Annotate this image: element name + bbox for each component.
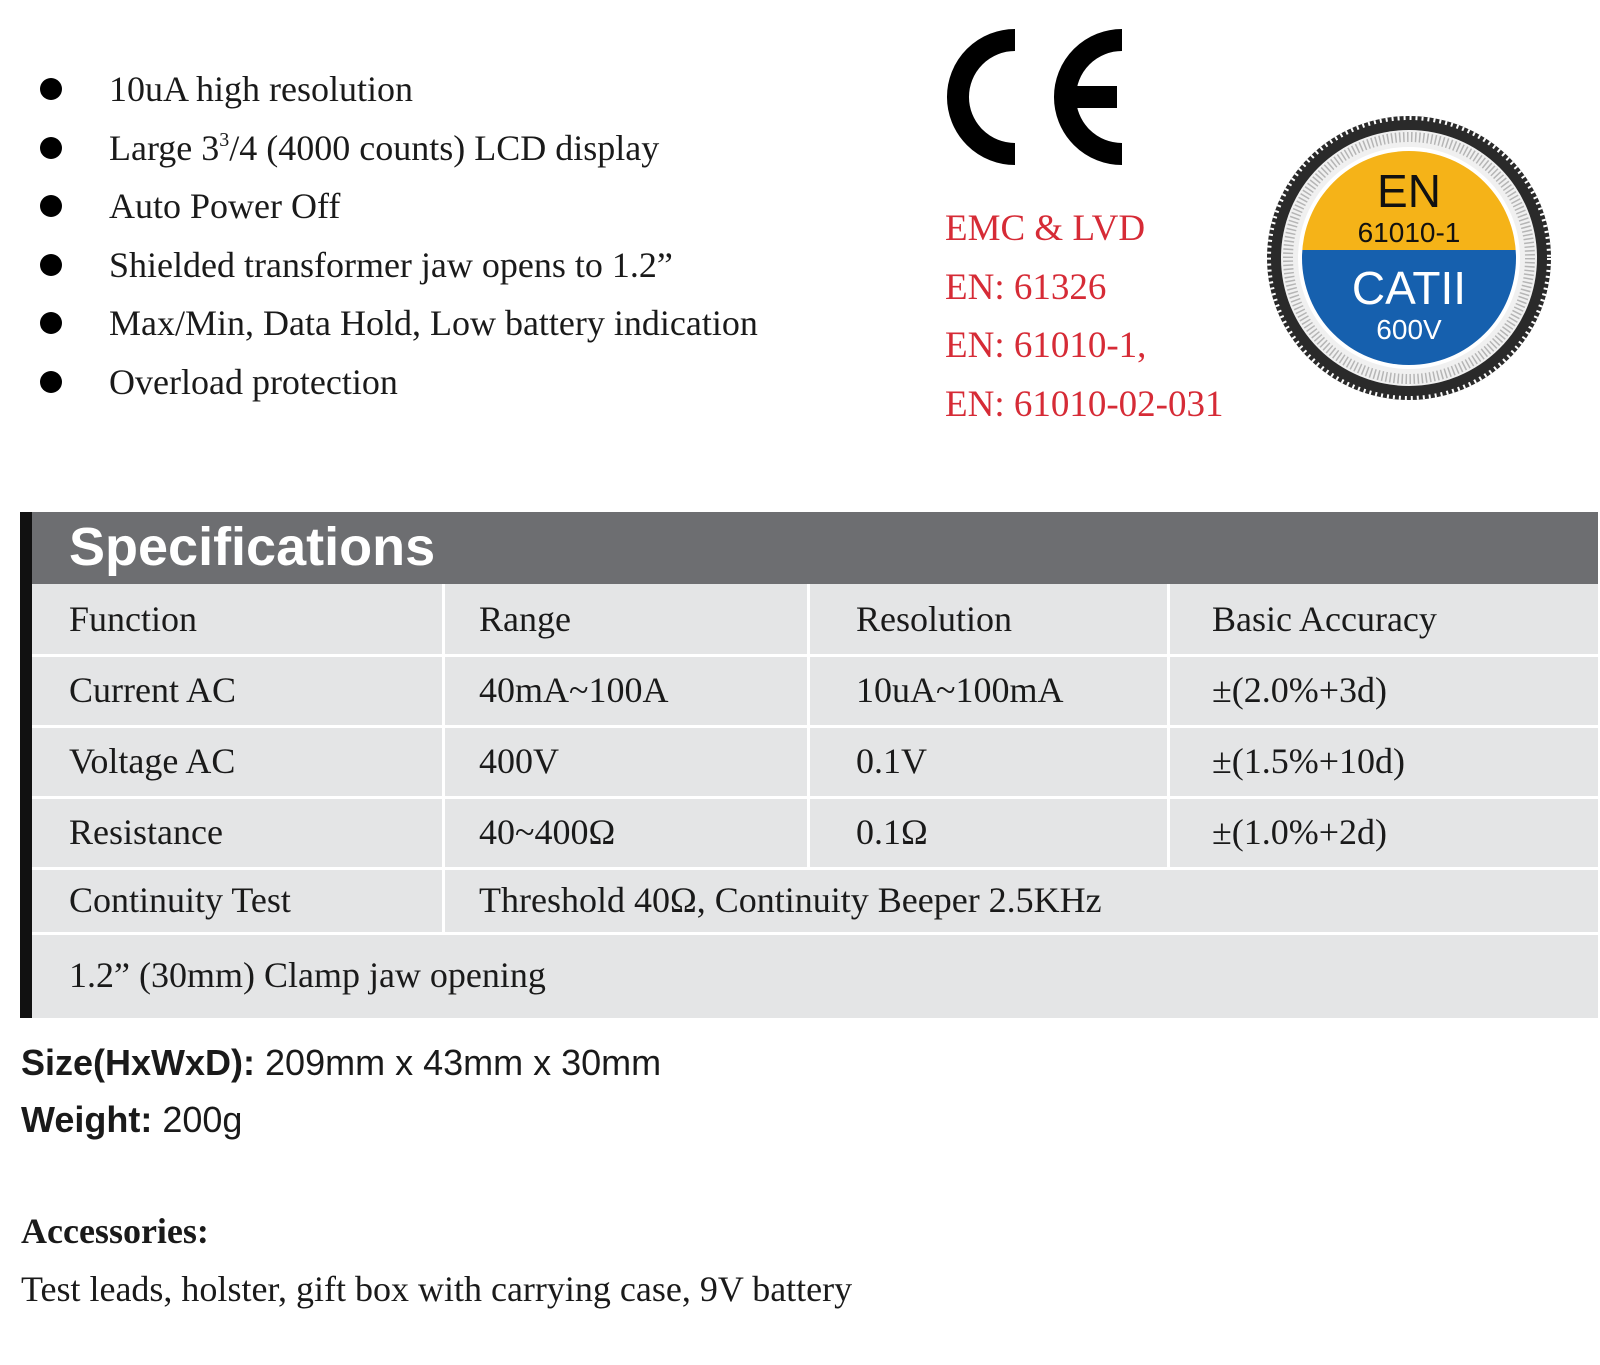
- table-row: [32, 655, 1598, 728]
- table-footnote-row: [32, 935, 1598, 1018]
- standard-item: EN: 61326: [945, 266, 1107, 308]
- table-row: [32, 726, 1598, 799]
- table-row: [32, 868, 1598, 935]
- table-cell: 40~400Ω: [442, 797, 807, 867]
- table-cell: 40mA~100A: [442, 655, 807, 725]
- column-header: Range: [442, 584, 807, 654]
- feature-text-pre: Large 3: [109, 127, 220, 168]
- size-label: Size(HxWxD):: [21, 1042, 256, 1083]
- table-row: [32, 797, 1598, 870]
- table-cell: 0.1Ω: [807, 797, 1167, 867]
- table-cell: Voltage AC: [69, 741, 236, 781]
- bullet-icon: [40, 195, 62, 217]
- bullet-icon: [40, 137, 62, 159]
- standard-item: EN: 61010-1,: [945, 325, 1147, 366]
- specifications-table: [20, 512, 1598, 1018]
- column-header: Function: [69, 599, 198, 639]
- seal-en-text: EN: [1377, 165, 1441, 217]
- specifications-header: [32, 512, 1598, 584]
- left-accent-bar: [20, 512, 32, 1018]
- standards-list: [945, 200, 1224, 434]
- table-cell: Resistance: [69, 812, 223, 852]
- bullet-icon: [40, 78, 62, 100]
- weight-value: 200g: [152, 1099, 243, 1140]
- table-header-row: [32, 584, 1598, 657]
- feature-text-post: /4 (4000 counts) LCD display: [229, 127, 660, 168]
- en-cat-seal-badge: [1263, 112, 1555, 404]
- table-cell: Current AC: [69, 670, 236, 710]
- bullet-icon: [40, 371, 62, 393]
- seal-cat-text: CATII: [1351, 262, 1467, 314]
- standard-item: EN: 61010-02-031: [945, 383, 1224, 425]
- table-cell: ±(1.0%+2d): [1167, 797, 1598, 867]
- weight-line: [21, 1099, 242, 1141]
- ce-mark-logo: [945, 28, 1135, 166]
- feature-text: Auto Power Off: [109, 186, 341, 226]
- feature-text: Max/Min, Data Hold, Low battery indication: [109, 303, 758, 343]
- bullet-icon: [40, 312, 62, 334]
- feature-text: Overload protection: [109, 361, 398, 402]
- table-cell: ±(2.0%+3d): [1167, 655, 1598, 725]
- table-cell: 10uA~100mA: [807, 655, 1167, 725]
- table-cell: 0.1V: [807, 726, 1167, 796]
- table-cell: ±(1.5%+10d): [1167, 726, 1598, 796]
- standard-item: EMC & LVD: [945, 208, 1146, 249]
- weight-label: Weight:: [21, 1099, 153, 1140]
- table-cell: 400V: [442, 726, 807, 796]
- table-cell: Threshold 40Ω, Continuity Beeper 2.5KHz: [442, 868, 1598, 932]
- column-header: Basic Accuracy: [1167, 584, 1598, 654]
- seal-voltage-text: 600V: [1376, 314, 1442, 345]
- specifications-title: Specifications: [69, 517, 436, 577]
- feature-text-sup: 3: [219, 128, 230, 151]
- accessories-text: Test leads, holster, gift box with carrying case, 9V battery: [21, 1269, 853, 1309]
- table-footnote: 1.2” (30mm) Clamp jaw opening: [69, 955, 546, 995]
- column-header: Resolution: [807, 584, 1167, 654]
- accessories-label: Accessories:: [21, 1211, 209, 1251]
- seal-standard-text: 61010-1: [1357, 217, 1461, 248]
- feature-text: Shielded transformer jaw opens to 1.2”: [109, 244, 673, 285]
- feature-text: 10uA high resolution: [109, 69, 413, 109]
- specifications-body: [32, 584, 1598, 1018]
- feature-text: [109, 119, 659, 178]
- size-value: 209mm x 43mm x 30mm: [255, 1042, 662, 1083]
- table-cell: Continuity Test: [69, 880, 291, 920]
- size-line: [21, 1042, 661, 1084]
- bullet-icon: [40, 254, 62, 276]
